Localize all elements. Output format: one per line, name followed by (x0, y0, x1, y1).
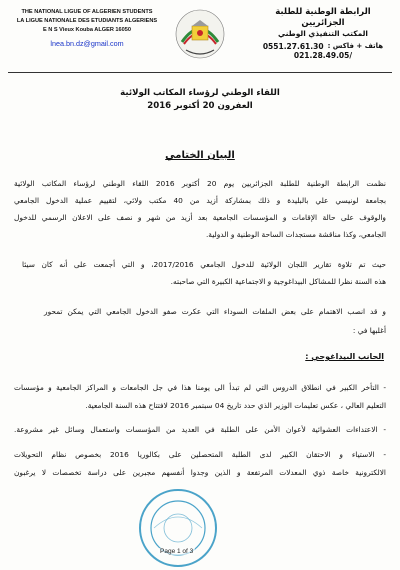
bullet-line: - الاعتداءات العشوائية لأعوان الأمن على الطلبة في العديد من المؤسسات واستعمال وسائل غير مشروعة. (14, 425, 386, 434)
meeting-date: العفرون 20 أكتوبر 2016 (147, 101, 253, 111)
section-heading-pedagogical: الجانب البيداغوجي : (305, 352, 384, 361)
document-title: البيان الختامي (165, 150, 235, 161)
bullet-line: - الاستياء و الاحتقان الكبير لدى الطلبة المتحصلين على بكالوريا 2016 بخصوص نظام التحويلات (14, 450, 386, 459)
header-divider (8, 72, 392, 73)
paragraph-2-line: حيث تم تلاوة تقارير اللجان الولائية للدخول الجامعي 2017/2016، و التي أجمعت على أنه كان سيئا (22, 260, 386, 269)
bullet-line: الالكترونية خاصة ذوي المعدلات المرتفعة و الذين وجدوا أنفسهم مجبرين على دراسة تخصصات لا يرغبون (14, 468, 386, 477)
paragraph-1-line: بجامعة لونيسي علي بالبليدة و ذلك بمشاركة أزيد من 40 مكتب ولائي، لتقييم عملية الدخول الجامعي (14, 196, 387, 205)
org-address: E N S Vieux Kouba ALGER 16050 (43, 27, 131, 33)
phone-number: 0551.27.61.30 (262, 42, 324, 51)
bullet-line: التعليم العالي ، عكس تعليمات الوزير الذي حدد تاريخ 04 سبتمبر 2016 لافتتاح هذه السنة الجامعية. (85, 401, 386, 410)
page-number: Page 1 of 3 (160, 548, 194, 555)
org-logo-icon (172, 6, 228, 62)
paragraph-3-line: و قد انصب الاهتمام على بعض الملفات السوداء التي عكرت صفو الدخول الجامعي التي يمكن تمحور (44, 307, 386, 316)
org-name-french: LA LIGUE NATIONALE DES ETUDIANTS ALGERIENS (16, 18, 158, 24)
paragraph-1-line: الجامعي، وكذا مناقشة مستجدات الساحة الوطنية و الدولية. (205, 230, 386, 239)
paragraph-3-line: أغلبها في : (352, 326, 386, 335)
fax-number: 021.28.49.05/ (293, 51, 353, 60)
bullet-line: - التأخر الكبير في انطلاق الدروس التي لم تبدأ الى يومنا هذا في جل الجامعات و المراكز الجامعية و مؤسسات (14, 383, 386, 392)
header-right-block (258, 7, 388, 60)
paragraph-2-line: هذه السنة نظرا للمشاكل البيداغوجية و الاجتماعية الكبيرة التي صاحبته. (170, 277, 386, 286)
phone-label: هاتف + فاكس : (327, 42, 384, 50)
org-name-arabic: الرابطة الوطنية للطلبة الجزائريين (275, 7, 371, 28)
phone-row (258, 42, 388, 51)
bureau-name-arabic: المكتب التنفيذي الوطني (278, 29, 368, 38)
paragraph-1-line: نظمت الرابطة الوطنية للطلبة الجزائريين يوم 20 أكتوبر 2016 اللقاء الوطني لرؤساء المكاتب الولائية (14, 179, 386, 188)
meeting-title: اللقاء الوطني لرؤساء المكاتب الولائية (120, 88, 280, 98)
org-email: lnea.bn.dz@gmail.com (50, 39, 124, 48)
org-name-english: THE NATIONAL LIGUE OF ALGERIEN STUDENTS (21, 9, 153, 15)
official-stamp-icon (136, 486, 220, 570)
header-left-block (12, 8, 162, 48)
paragraph-1-line: والوقوف على حالة الإقامات و المؤسسات الجامعية بعد أزيد من شهر و نصف على الاعلان الرسمي للدخول (14, 213, 386, 222)
